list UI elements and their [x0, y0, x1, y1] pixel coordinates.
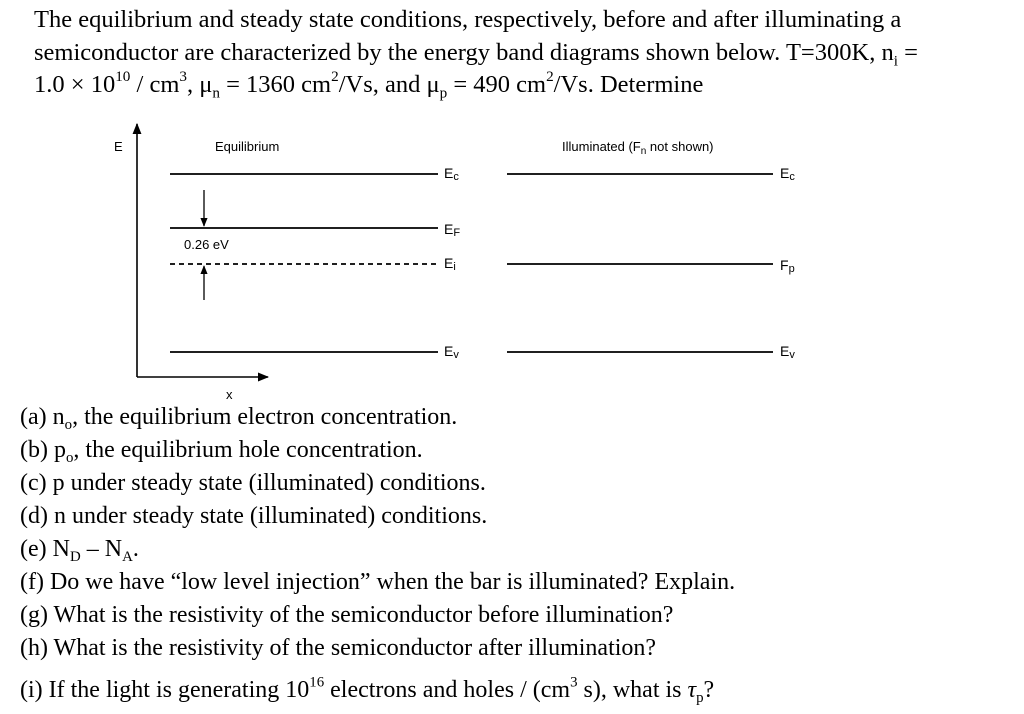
- question-a: [20, 401, 1010, 434]
- eq-ec-main: E: [444, 165, 454, 181]
- ni-exponent: 10: [115, 68, 131, 86]
- eq-ec-sub: c: [453, 171, 459, 183]
- question-i-mid: electrons and holes / (cm: [324, 677, 571, 703]
- eq-ef-label: [444, 221, 460, 239]
- ill-ev-label: [780, 343, 795, 361]
- eq-ei-label: [444, 255, 456, 273]
- eq-ei-main: E: [444, 255, 454, 271]
- question-b: [20, 434, 1010, 467]
- illuminated-title-start: Illuminated (F: [562, 139, 641, 154]
- ill-ec-sub: c: [789, 171, 795, 183]
- question-b-end: , the equilibrium hole concentration.: [73, 437, 423, 463]
- mun-symbol: , μ: [186, 71, 213, 98]
- question-a-start: (a) n: [20, 404, 65, 430]
- ill-ec-main: E: [780, 165, 790, 181]
- question-i: [20, 674, 1010, 707]
- ill-ev-sub: v: [789, 349, 795, 361]
- ni-unit: / cm: [130, 71, 180, 98]
- intro-line-2-text: semiconductor are characterized by the energy band diagrams shown below. T=300K, n: [34, 38, 894, 66]
- eq-ef-sub: F: [453, 227, 461, 239]
- illuminated-title-end: not shown): [646, 139, 714, 154]
- question-a-end: , the equilibrium electron concentration.: [72, 404, 458, 430]
- determine-text: /Vs. Determine: [553, 71, 704, 98]
- illuminated-title: [562, 139, 714, 157]
- mun-unit-exponent: 2: [331, 68, 339, 86]
- question-e-start: (e) N: [20, 536, 70, 562]
- illuminated-title-sub: n: [640, 146, 647, 157]
- ill-ev-main: E: [780, 343, 790, 359]
- eq-ev-sub: v: [453, 349, 459, 361]
- eq-ec-label: [444, 165, 459, 183]
- eq-ev-main: E: [444, 343, 454, 359]
- question-i-mid2: s), what is: [577, 677, 688, 703]
- question-a-sub: o: [64, 417, 73, 434]
- eq-ei-sub: i: [453, 261, 456, 273]
- mun-subscript: n: [212, 84, 220, 102]
- mup-value: = 490 cm: [447, 71, 547, 98]
- tau-subscript: p: [696, 690, 704, 707]
- gap-energy-label: 0.26 eV: [184, 237, 229, 252]
- ill-fp-label: [780, 257, 795, 275]
- question-c: (c) p under steady state (illuminated) conditions.: [20, 470, 486, 496]
- question-h: (h) What is the resistivity of the semiconductor after illumination?: [20, 635, 657, 661]
- ni-unit-exponent: 3: [179, 68, 187, 86]
- question-e-sub-d: D: [69, 549, 81, 566]
- ill-fp-main: F: [780, 257, 789, 273]
- mun-value: = 1360 cm: [219, 71, 332, 98]
- tau-symbol: τ: [687, 677, 697, 703]
- question-e-sub-a: A: [122, 549, 133, 566]
- question-i-end: ?: [703, 677, 715, 703]
- energy-axis-label: E: [114, 139, 123, 154]
- eq-ev-label: [444, 343, 459, 361]
- position-axis-label: x: [226, 387, 233, 400]
- ni-subscript: i: [893, 51, 898, 69]
- question-list: [20, 401, 1010, 707]
- question-f: (f) Do we have “low level injection” when the bar is illuminated? Explain.: [20, 569, 736, 595]
- question-d: (d) n under steady state (illuminated) conditions.: [20, 503, 488, 529]
- mup-symbol: /Vs, and μ: [338, 71, 440, 98]
- question-e: [20, 533, 1010, 566]
- intro-line-2-end: =: [897, 38, 918, 66]
- mup-unit-exponent: 2: [546, 68, 554, 86]
- equilibrium-title: Equilibrium: [215, 139, 280, 154]
- question-i-exponent: 16: [309, 674, 325, 691]
- eq-ef-main: E: [444, 221, 454, 237]
- question-b-start: (b) p: [20, 437, 66, 463]
- ni-value: 1.0 × 10: [34, 71, 116, 98]
- ill-fp-sub: p: [788, 263, 795, 275]
- question-b-sub: o: [65, 450, 74, 467]
- question-g: (g) What is the resistivity of the semiconductor before illumination?: [20, 602, 674, 628]
- question-i-unit-exponent: 3: [570, 674, 578, 691]
- intro-line-1: The equilibrium and steady state conditions, respectively, before and after illuminating a: [34, 6, 902, 33]
- question-e-mid: – N: [80, 536, 123, 562]
- question-e-end: .: [132, 536, 139, 562]
- mup-subscript: p: [439, 84, 448, 102]
- question-i-start: (i) If the light is generating 10: [20, 677, 310, 703]
- ill-ec-label: [780, 165, 795, 183]
